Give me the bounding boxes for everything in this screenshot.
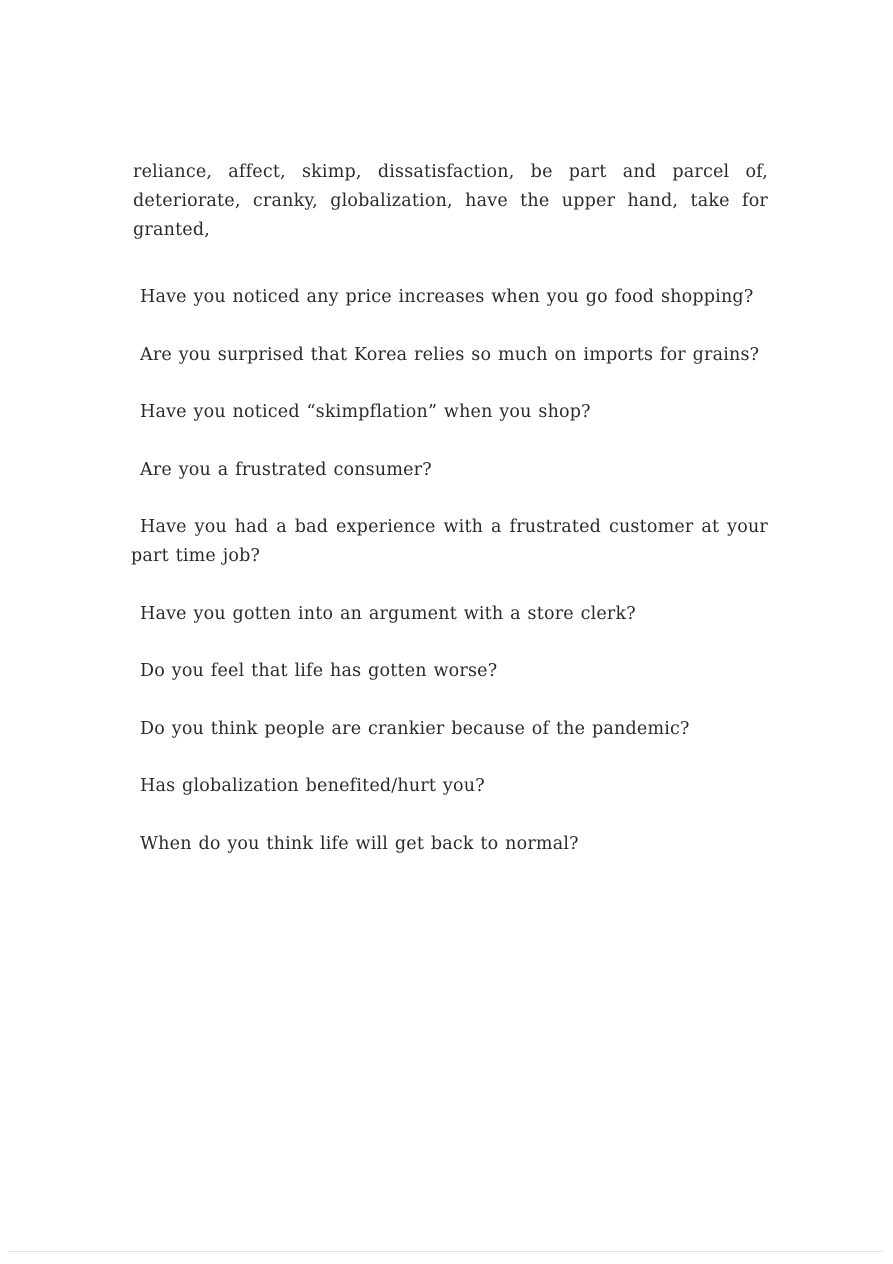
question-item: Are you surprised that Korea relies so much on imports for grains? [140,344,760,365]
discussion-questions [131,283,768,887]
question-item: Have you noticed “skimpflation” when you shop? [140,402,591,422]
question-item: Do you feel that life has gotten worse? [140,661,498,681]
question-item: Have you gotten into an argument with a store clerk? [140,603,636,624]
question-item: Have you had a bad experience with a frustrated customer at your part time job? [131,517,768,566]
question-item: Do you think people are crankier because of the pandemic? [140,718,690,739]
scan-edge-line [8,1251,883,1252]
question-item: Are you a frustrated consumer? [140,459,432,480]
question-item: Has globalization benefited/hurt you? [140,776,485,796]
question-item: When do you think life will get back to normal? [140,833,579,854]
vocabulary-list: reliance, affect, skimp, dissatisfaction, be part and parcel of, deteriorate, cranky, globalization, have the upper hand, take for granted, [133,161,768,240]
question-item: Have you noticed any price increases when you go food shopping? [140,287,754,307]
